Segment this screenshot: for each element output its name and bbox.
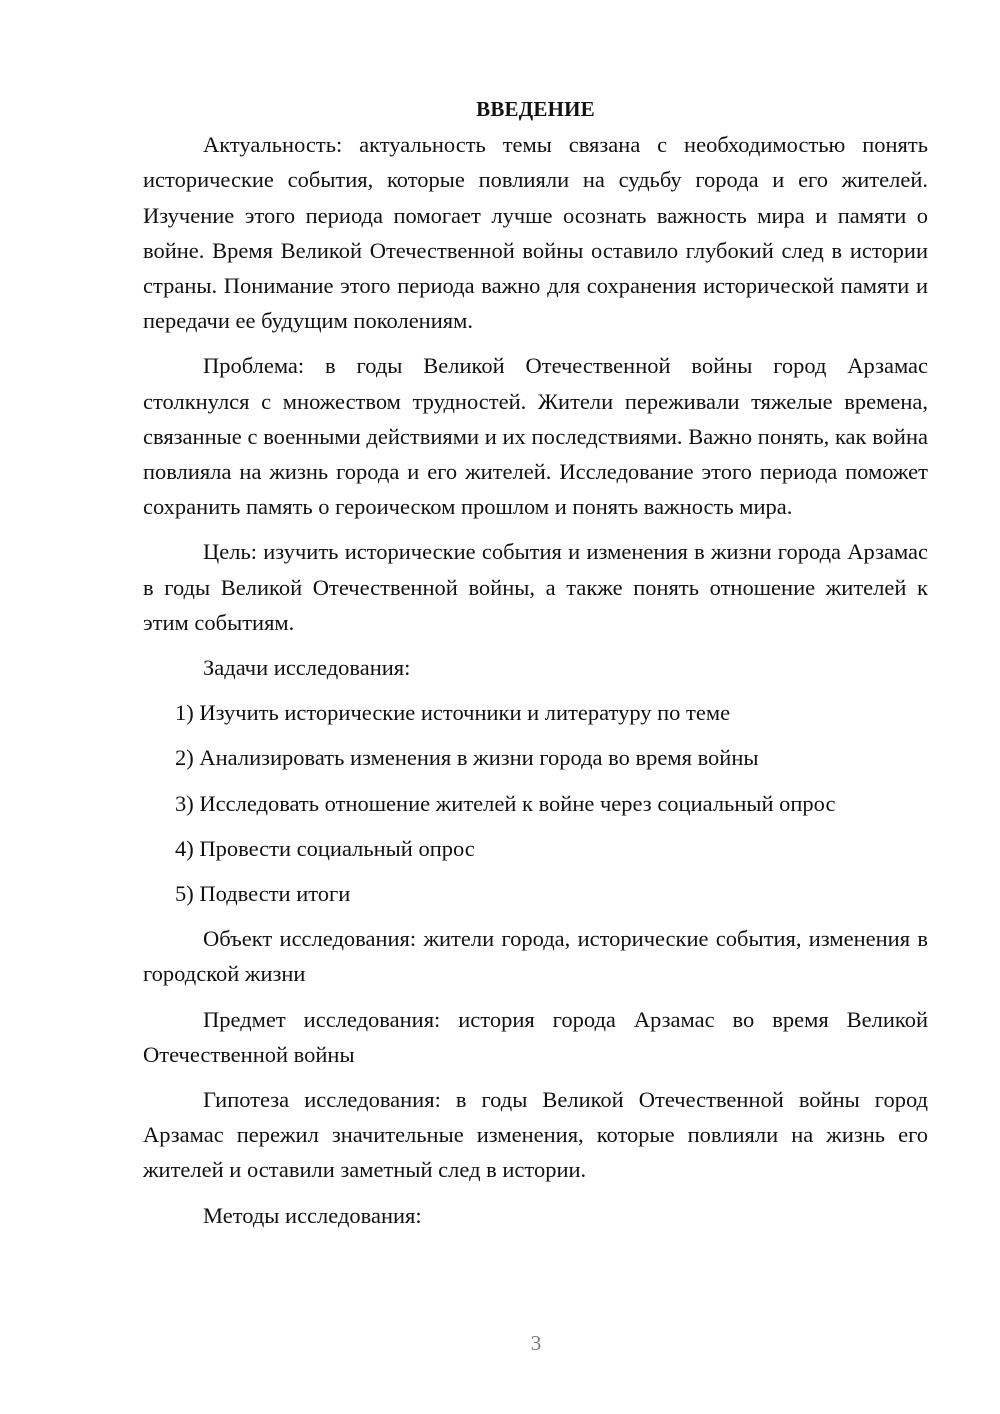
relevance-paragraph: Актуальность: актуальность темы связана с необходимостью понять исторические события, которые повлияли на судьбу города и его жителей. Изучение этого периода помогает лучше осознать важность мира и памяти о войне. Время Великой Отечественной войны оставило глубокий след в истории страны. Понимание этого периода важно для сохранения исторической памяти и передачи ее будущим поколениям.: [143, 132, 928, 334]
subject-paragraph: Предмет исследования: история города Арзамас во время Великой Отечественной войны: [143, 1006, 928, 1067]
section-heading: ВВЕДЕНИЕ: [476, 97, 595, 121]
task-item: 3) Исследовать отношение жителей к войне через социальный опрос: [175, 790, 836, 816]
hypothesis-paragraph: Гипотеза исследования: в годы Великой Отечественной войны город Арзамас пережил значительные изменения, которые повлияли на жизнь его жителей и оставили заметный след в истории.: [143, 1087, 928, 1183]
problem-paragraph: Проблема: в годы Великой Отечественной войны город Арзамас столкнулся с множеством трудностей. Жители переживали тяжелые времена, связанные с военными действиями и их последствиями. Важно понять, как война повлияла на жизнь города и его жителей. Исследование этого периода поможет сохранить память о героическом прошлом и понять важность мира.: [143, 353, 928, 520]
task-item: 5) Подвести итоги: [175, 881, 351, 907]
object-paragraph: Объект исследования: жители города, исторические события, изменения в городской жизни: [143, 926, 928, 987]
task-item: 4) Провести социальный опрос: [175, 835, 475, 861]
goal-paragraph: Цель: изучить исторические события и изменения в жизни города Арзамас в годы Великой Отечественной войны, а также понять отношение жителей к этим событиям.: [143, 539, 928, 635]
task-item: 1) Изучить исторические источники и литературу по теме: [175, 700, 731, 726]
page-content: [143, 92, 928, 1243]
page-number: 3: [530, 1331, 542, 1355]
task-item: 2) Анализировать изменения в жизни города во время войны: [175, 745, 759, 771]
methods-heading: Методы исследования:: [203, 1202, 422, 1228]
tasks-heading: Задачи исследования:: [203, 655, 411, 681]
